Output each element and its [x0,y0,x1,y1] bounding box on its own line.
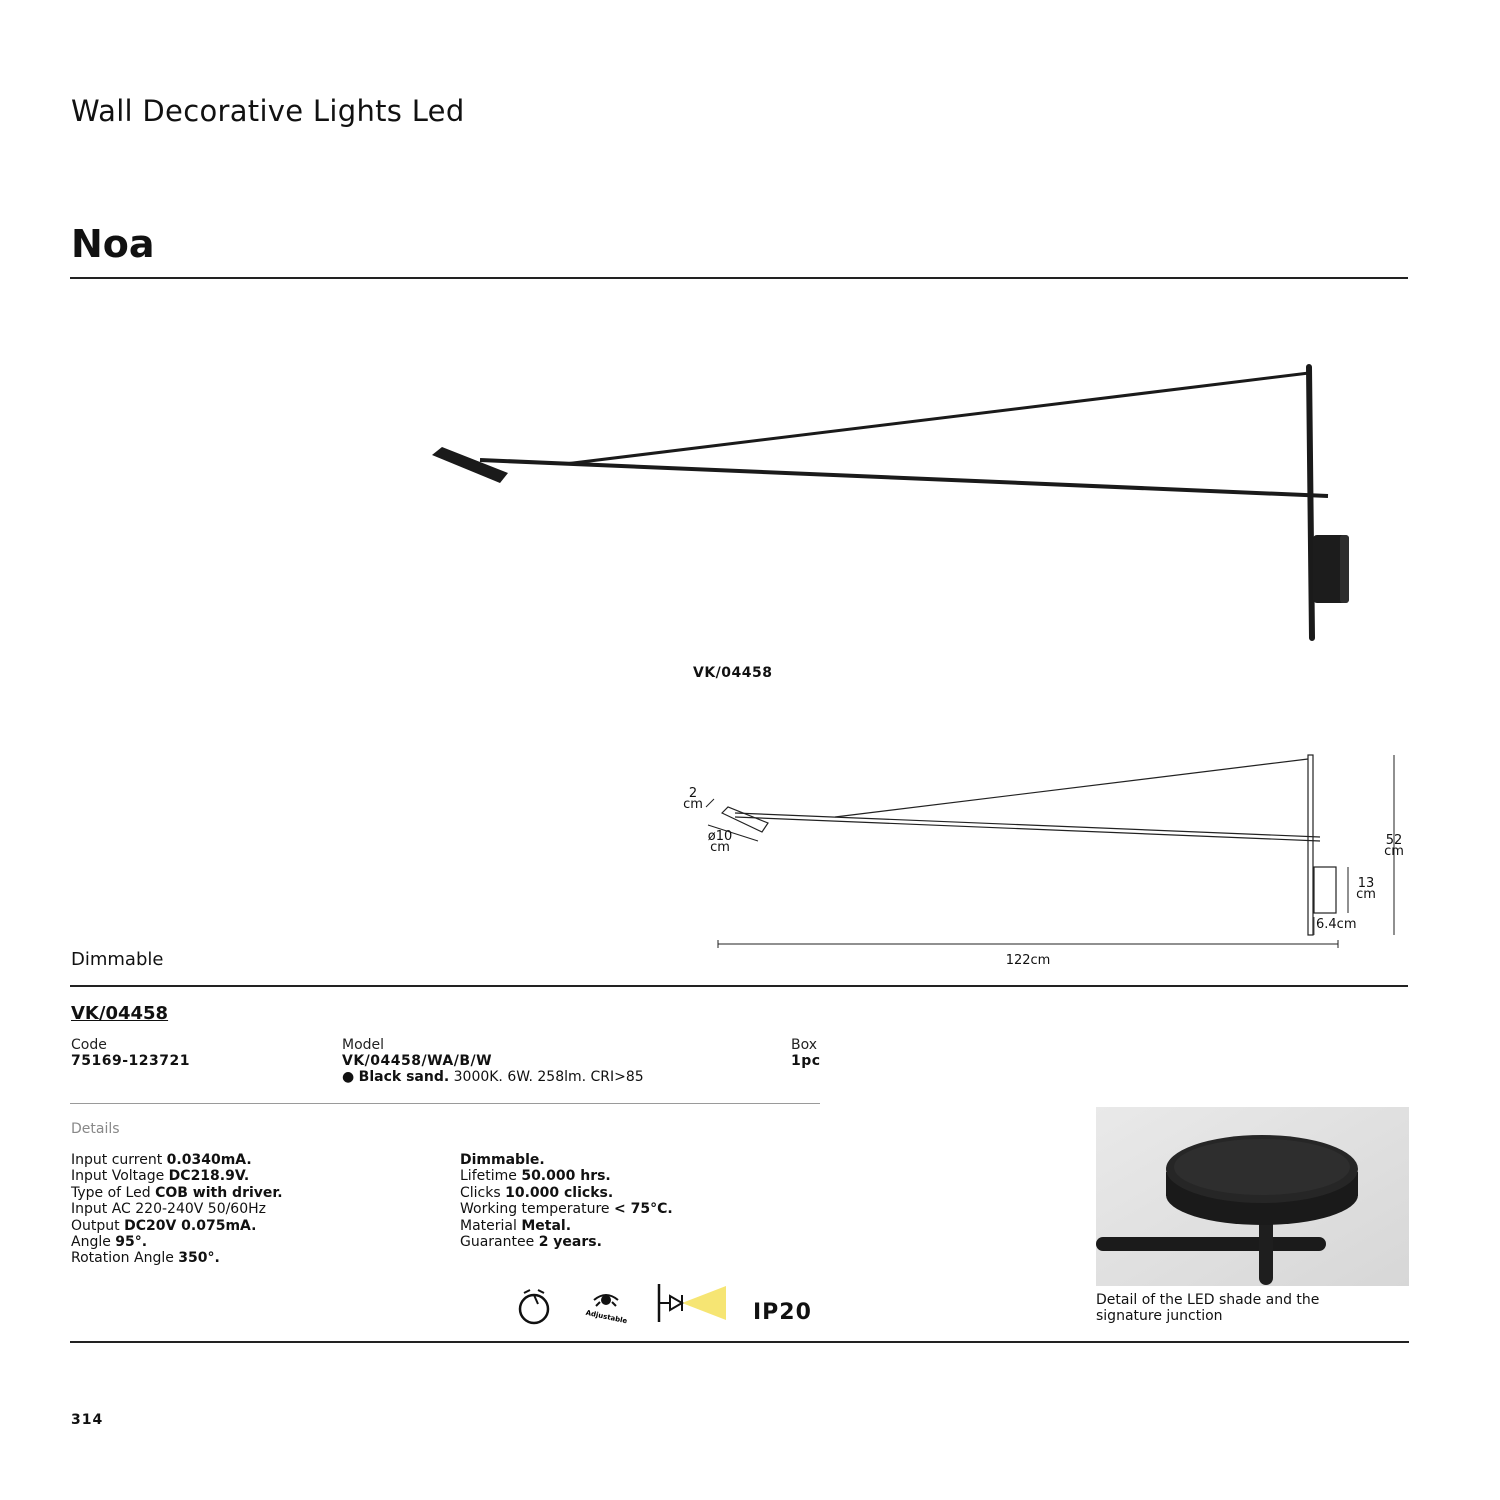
spec-row: Dimmable. [460,1152,545,1168]
variant-bullet: ● [342,1069,355,1085]
dim-total-length: 122cm [1005,953,1051,968]
details-title: Details [71,1121,120,1137]
spec-row: Working temperature < 75°C. [460,1201,673,1218]
section-divider [70,985,1408,987]
box-value: 1pc [791,1053,821,1069]
dim-height: 52 cm [1384,833,1404,859]
details-divider [70,1103,820,1104]
dimension-drawing [700,745,1420,955]
figure-label: VK/04458 [693,665,773,681]
dimmable-note: Dimmable [71,949,164,970]
category-title: Wall Decorative Lights Led [71,94,465,128]
spec-row: Clicks 10.000 clicks. [460,1184,614,1201]
spec-row: Lifetime 50.000 hrs. [460,1168,611,1185]
dim-base-height: 13 cm [1356,876,1376,902]
spec-row: Input Voltage DC218.9V. [71,1168,250,1185]
variant-line [342,1069,644,1085]
box-label: Box [791,1037,818,1053]
spec-row: Material Metal. [460,1217,572,1234]
led-shade-photo [1096,1107,1409,1286]
detail-photo [1096,1107,1409,1286]
dim-base-depth: 6.4cm [1316,917,1357,932]
header-divider [70,277,1408,279]
product-title: Noa [71,222,155,266]
spec-row: Guarantee 2 years. [460,1234,602,1251]
spec-row: Rotation Angle 350°. [71,1250,220,1267]
dim-shade-diameter: ø10 cm [707,829,733,855]
spec-row: Output DC20V 0.075mA. [71,1217,257,1234]
code-value: 75169-123721 [71,1053,190,1069]
photo-caption: Detail of the LED shade and the signature junction [1096,1292,1320,1324]
variant-finish: Black sand. [358,1069,450,1085]
footer-divider [70,1341,1409,1343]
ip-rating: IP20 [753,1300,812,1325]
details-left-column [71,1152,283,1267]
spec-row: Angle 95°. [71,1234,148,1251]
code-label: Code [71,1037,107,1053]
product-illustration [420,355,1370,655]
adjustable-label: Adjustable [584,1308,628,1326]
variant-spec: 3000K. 6W. 258lm. CRI>85 [453,1069,644,1085]
product-code-heading: VK/04458 [71,1003,169,1024]
spec-row: Input AC 220-240V 50/60Hz [71,1201,267,1218]
page-number: 314 [71,1412,104,1428]
spec-row: Input current 0.0340mA. [71,1152,252,1168]
model-value: VK/04458/WA/B/W [342,1053,493,1069]
spec-row: Type of Led COB with driver. [71,1184,283,1201]
adjustable-icon [578,1286,634,1326]
details-right-column [460,1152,673,1250]
beam-angle-icon [656,1282,732,1324]
dim-shade-thickness: 2 cm [683,786,703,812]
dimmer-icon [514,1288,554,1326]
model-label: Model [342,1037,385,1053]
